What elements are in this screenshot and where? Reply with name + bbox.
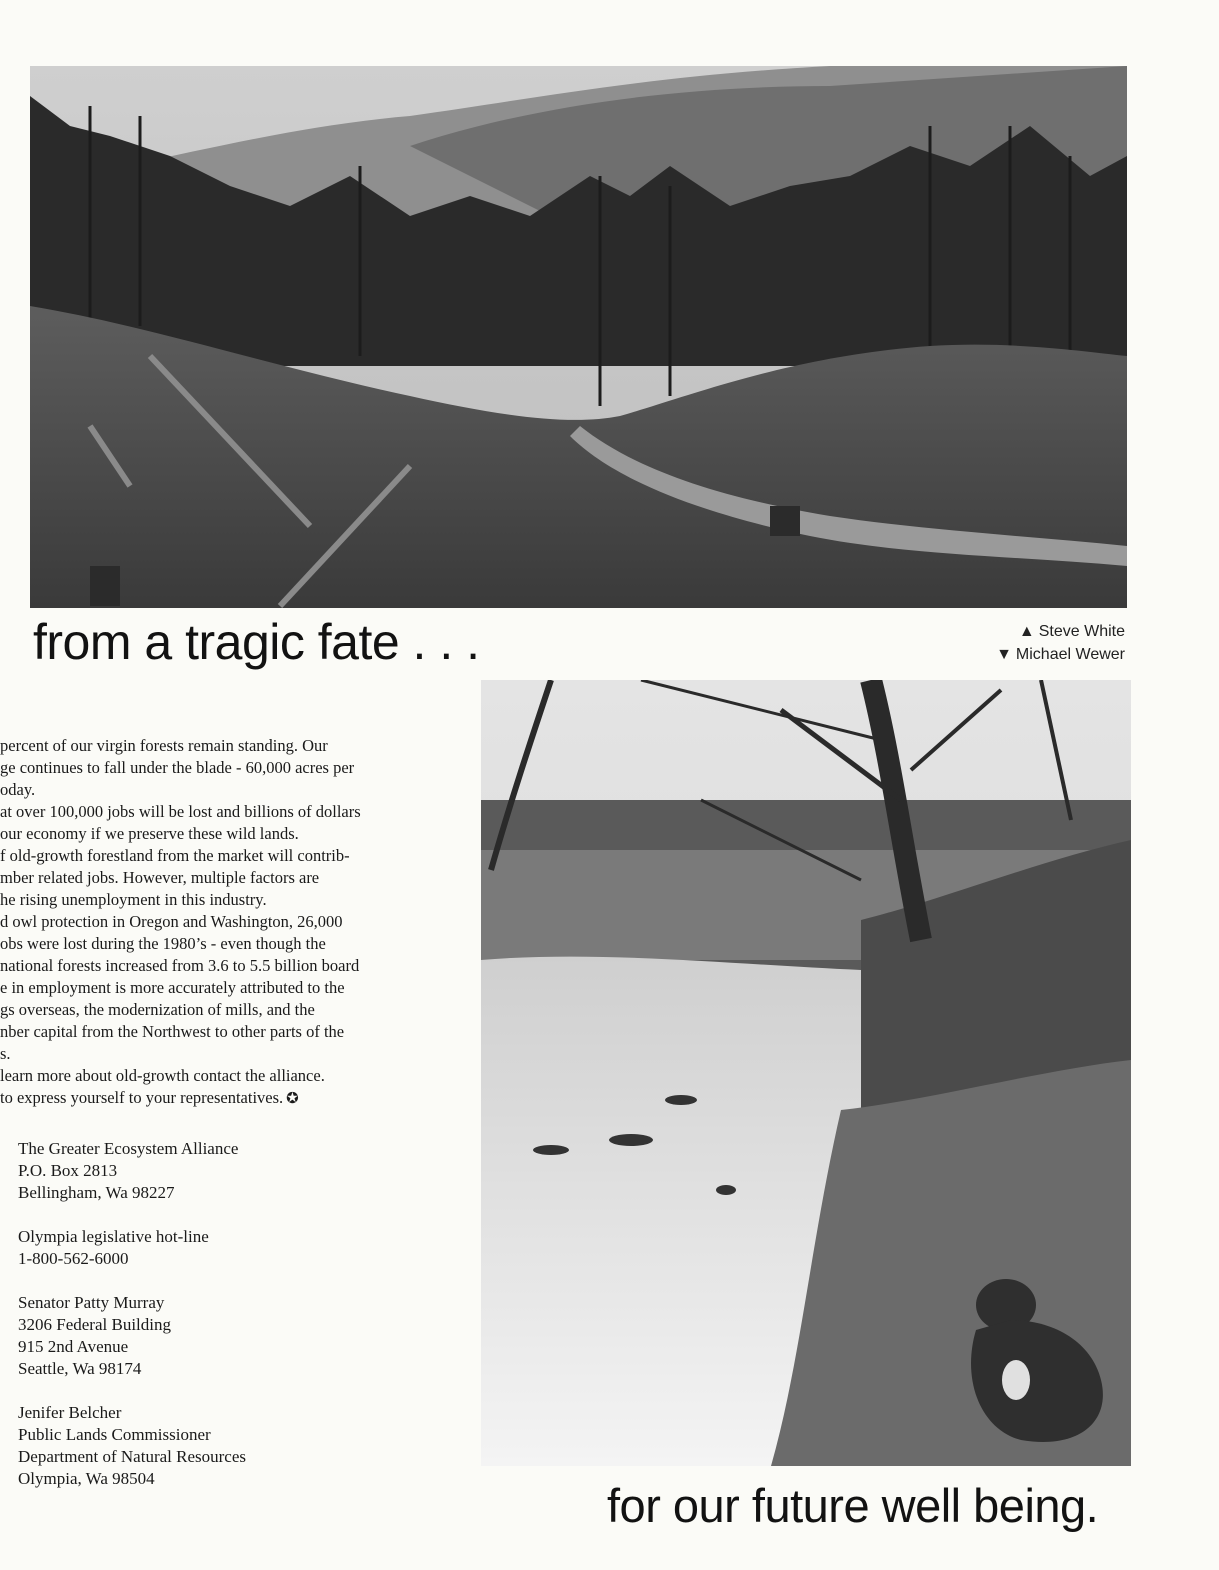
contact-list [18, 1138, 246, 1512]
contact-line: Public Lands Commissioner [18, 1425, 211, 1444]
end-mark-icon: ✪ [286, 1091, 299, 1107]
body-line: national forests increased from 3.6 to 5.5 billion board [0, 956, 360, 975]
body-line: oday. [0, 780, 36, 799]
headline-future-well-being: for our future well being. [607, 1479, 1099, 1532]
contact-line: 3206 Federal Building [18, 1315, 171, 1334]
up-triangle-icon: ▲ [1018, 623, 1035, 640]
article-body [0, 735, 470, 1109]
contact-line: Olympia, Wa 98504 [18, 1469, 155, 1488]
photo-credits [996, 620, 1125, 666]
body-line: our economy if we preserve these wild lands. [0, 824, 299, 843]
body-line: e in employment is more accurately attributed to the [0, 978, 345, 997]
contact-line: Seattle, Wa 98174 [18, 1359, 142, 1378]
contact-line: P.O. Box 2813 [18, 1161, 118, 1180]
credit-name-bottom: Michael Wewer [1015, 646, 1125, 663]
body-line: s. [0, 1044, 11, 1063]
body-line-text: to express yourself to your representatives. [0, 1088, 284, 1107]
contact-line: 915 2nd Avenue [18, 1337, 129, 1356]
headline-tragic-fate: from a tragic fate . . . [33, 614, 480, 670]
contact-alliance [18, 1138, 246, 1204]
contact-line: 1-800-562-6000 [18, 1249, 129, 1268]
contact-line: Olympia legislative hot-line [18, 1227, 209, 1246]
credit-bottom-photo [996, 643, 1125, 666]
child-by-stream-photo [481, 680, 1131, 1466]
body-line-final [0, 1087, 470, 1109]
body-line: learn more about old-growth contact the alliance. [0, 1066, 325, 1085]
contact-line: The Greater Ecosystem Alliance [18, 1139, 239, 1158]
contact-line: Department of Natural Resources [18, 1447, 246, 1466]
body-line: d owl protection in Oregon and Washington, 26,000 [0, 912, 343, 931]
contact-line: Bellingham, Wa 98227 [18, 1183, 175, 1202]
body-line: mber related jobs. However, multiple factors are [0, 868, 320, 887]
contact-commissioner [18, 1402, 246, 1490]
contact-line: Senator Patty Murray [18, 1293, 165, 1312]
body-line: obs were lost during the 1980’s - even though the [0, 934, 326, 953]
contact-line: Jenifer Belcher [18, 1403, 122, 1422]
credit-top-photo [996, 620, 1125, 643]
credit-name-top: Steve White [1038, 623, 1125, 640]
down-triangle-icon: ▼ [996, 646, 1012, 663]
body-line: gs overseas, the modernization of mills, and the [0, 1000, 315, 1019]
body-line: at over 100,000 jobs will be lost and billions of dollars [0, 802, 361, 821]
body-line: nber capital from the Northwest to other parts of the [0, 1022, 345, 1041]
contact-hotline [18, 1226, 246, 1270]
body-line: f old-growth forestland from the market will contrib- [0, 846, 350, 865]
body-line: he rising unemployment in this industry. [0, 890, 267, 909]
contact-senator [18, 1292, 246, 1380]
body-line: percent of our virgin forests remain standing. Our [0, 736, 328, 755]
clearcut-forest-photo [30, 66, 1127, 608]
body-line: ge continues to fall under the blade - 60,000 acres per [0, 758, 355, 777]
